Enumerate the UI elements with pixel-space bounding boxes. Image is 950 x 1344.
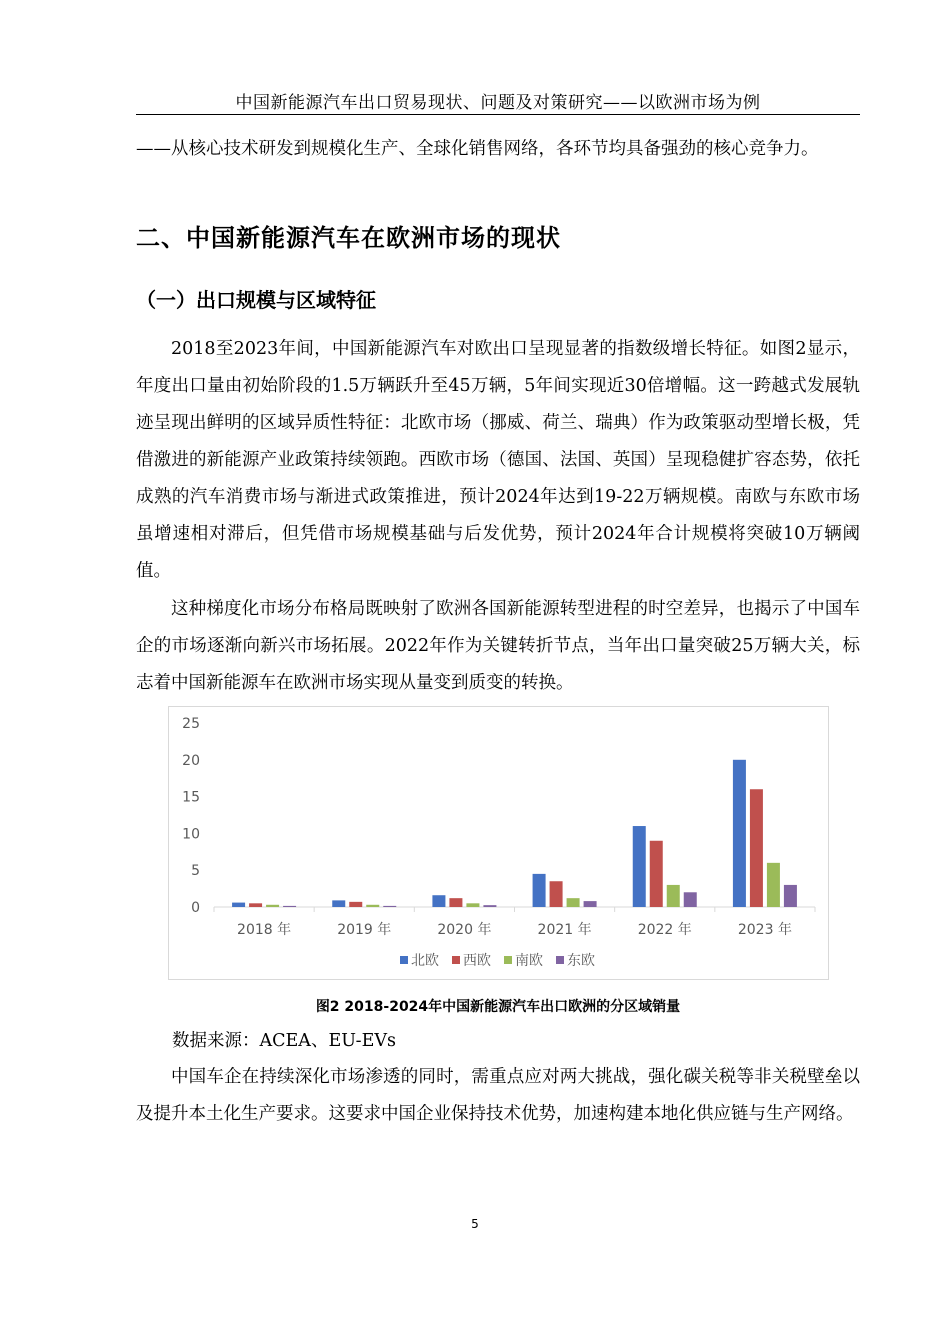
page-number: 5 — [471, 1217, 479, 1231]
y-tick-label: 25 — [182, 716, 200, 732]
y-tick-label: 20 — [182, 752, 200, 769]
x-tick-label: 2018 年 — [237, 922, 292, 938]
legend-swatch-3 — [556, 956, 564, 964]
x-tick-label: 2023 年 — [737, 922, 792, 938]
bar-西欧-1 — [349, 902, 362, 907]
legend-label-1: 西欧 — [463, 953, 491, 969]
y-tick-label: 0 — [191, 900, 200, 916]
subsection-heading: （一）出口规模与区域特征 — [136, 288, 376, 312]
bar-东欧-4 — [684, 892, 697, 907]
bar-东欧-5 — [784, 885, 797, 907]
bar-西欧-2 — [449, 898, 462, 907]
x-tick-label: 2022 年 — [637, 922, 692, 938]
bar-北欧-4 — [633, 826, 646, 907]
legend-swatch-2 — [504, 956, 512, 964]
bar-南欧-3 — [567, 898, 580, 907]
legend-label-0: 北欧 — [411, 953, 439, 969]
bar-南欧-4 — [667, 885, 680, 907]
bar-东欧-1 — [383, 906, 396, 907]
y-tick-label: 15 — [182, 789, 200, 806]
bar-东欧-2 — [483, 905, 496, 907]
x-tick-label: 2019 年 — [337, 922, 392, 938]
bar-北欧-5 — [733, 760, 746, 907]
x-tick-label: 2020 年 — [437, 922, 492, 938]
legend-label-3: 东欧 — [567, 953, 595, 969]
header-rule — [136, 114, 860, 115]
bar-南欧-5 — [767, 863, 780, 907]
bar-东欧-3 — [584, 901, 597, 907]
data-source: 数据来源：ACEA、EU-EVs — [172, 1031, 396, 1051]
bar-南欧-0 — [266, 905, 279, 907]
legend-swatch-0 — [400, 956, 408, 964]
figure-caption: 图2 2018-2024年中国新能源汽车出口欧洲的分区域销量 — [315, 999, 681, 1015]
bar-西欧-3 — [550, 881, 563, 907]
paragraph-continuation: ——从核心技术研发到规模化生产、全球化销售网络，各环节均具备强劲的核心竞争力。 — [136, 139, 819, 159]
bar-北欧-3 — [533, 874, 546, 907]
bar-北欧-1 — [332, 900, 345, 907]
running-header: 中国新能源汽车出口贸易现状、问题及对策研究——以欧洲市场为例 — [235, 93, 761, 113]
legend-swatch-1 — [452, 956, 460, 964]
y-tick-label: 5 — [191, 863, 200, 880]
bar-南欧-1 — [366, 905, 379, 907]
bar-西欧-4 — [650, 841, 663, 907]
bar-南欧-2 — [466, 903, 479, 907]
paragraph-market-distribution: 这种梯度化市场分布格局既映射了欧洲各国新能源转型进程的时空差异，也揭示了中国车企的市场逐渐向新兴市场拓展。2022年作为关键转折节点，当年出口量突破25万辆大关，标志着中国新能源车在欧洲市场实现从量变到质变的转换。 — [136, 599, 860, 693]
bar-东欧-0 — [283, 906, 296, 907]
bar-北欧-2 — [432, 895, 445, 907]
paragraph-challenges: 中国车企在持续深化市场渗透的同时，需重点应对两大挑战，强化碳关税等非关税壁垒以及提升本土化生产要求。这要求中国企业保持技术优势，加速构建本地化供应链与生产网络。 — [136, 1067, 860, 1124]
paragraph-export-scale: 2018至2023年间，中国新能源汽车对欧出口呈现显著的指数级增长特征。如图2显示，年度出口量由初始阶段的1.5万辆跃升至45万辆，5年间实现近30倍增幅。这一跨越式发展轨迹呈现出鲜明的区域异质性特征：北欧市场（挪威、荷兰、瑞典）作为政策驱动型增长极，凭借激进的新能源产业政策持续领跑。西欧市场（德国、法国、英国）呈现稳健扩容态势，依托成熟的汽车消费市场与渐进式政策推进，预计2024年达到19-22万辆规模。南欧与东欧市场虽增速相对滞后，但凭借市场规模基础与后发优势，预计2024年合计规模将突破10万辆阈值。 — [136, 339, 860, 581]
chart-canvas — [169, 707, 828, 979]
legend-label-2: 南欧 — [515, 953, 543, 969]
x-tick-label: 2021 年 — [537, 922, 592, 938]
section-heading: 二、中国新能源汽车在欧洲市场的现状 — [136, 224, 561, 252]
bar-西欧-0 — [249, 903, 262, 907]
bar-chart — [168, 706, 829, 980]
y-tick-label: 10 — [182, 826, 200, 843]
bar-北欧-0 — [232, 903, 245, 907]
bar-西欧-5 — [750, 789, 763, 907]
